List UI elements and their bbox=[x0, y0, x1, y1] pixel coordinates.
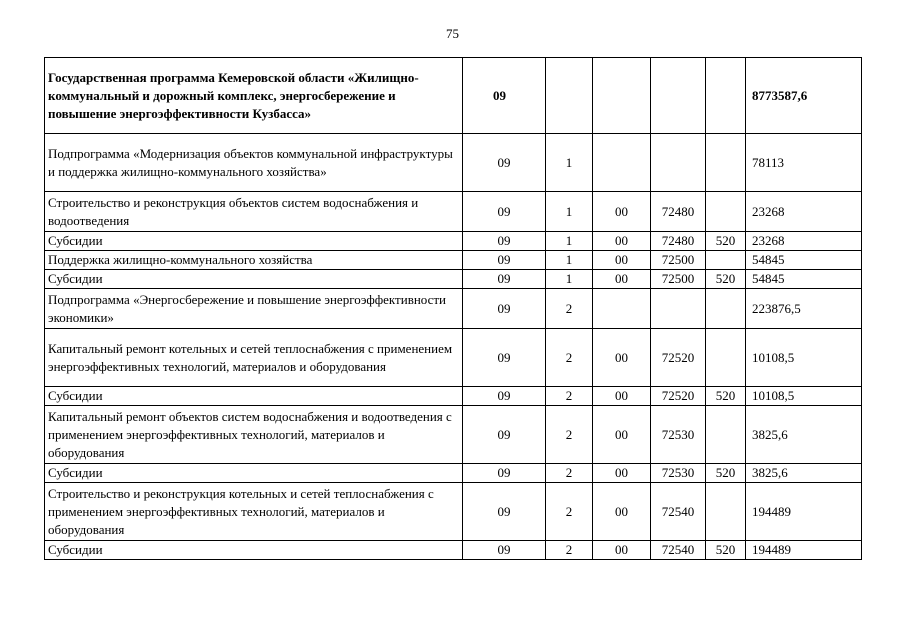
row-direction-code-cell bbox=[593, 289, 651, 329]
row-sum-cell: 223876,5 bbox=[746, 289, 862, 329]
row-program-code-cell: 09 bbox=[463, 251, 546, 270]
table-row bbox=[45, 232, 862, 251]
row-subprogram-code-cell: 1 bbox=[546, 270, 593, 289]
row-expense-type-code-cell: 520 bbox=[706, 387, 746, 406]
row-direction-code-cell: 00 bbox=[593, 192, 651, 232]
row-direction-code-cell: 00 bbox=[593, 232, 651, 251]
row-sum-cell: 3825,6 bbox=[746, 464, 862, 483]
row-expense-type-code-cell bbox=[706, 192, 746, 232]
row-expense-type-code-cell bbox=[706, 289, 746, 329]
page-number: 75 bbox=[446, 26, 459, 41]
program-row bbox=[45, 58, 862, 134]
row-direction-code-cell: 00 bbox=[593, 541, 651, 560]
row-expense-type-code-cell: 520 bbox=[706, 232, 746, 251]
row-direction-code-cell: 00 bbox=[593, 329, 651, 387]
row-sum-cell: 78113 bbox=[746, 134, 862, 192]
row-sum-cell: 23268 bbox=[746, 232, 862, 251]
row-expense-code-cell: 72530 bbox=[651, 406, 706, 464]
row-subprogram-code-cell bbox=[546, 58, 593, 134]
row-sum-cell: 3825,6 bbox=[746, 406, 862, 464]
row-sum-cell: 194489 bbox=[746, 483, 862, 541]
table-row bbox=[45, 251, 862, 270]
row-program-code-cell: 09 bbox=[463, 329, 546, 387]
row-program-code-cell: 09 bbox=[463, 134, 546, 192]
row-subprogram-code-cell: 2 bbox=[546, 387, 593, 406]
table-row bbox=[45, 270, 862, 289]
row-expense-code-cell: 72540 bbox=[651, 541, 706, 560]
row-sum-cell: 10108,5 bbox=[746, 387, 862, 406]
row-subprogram-code-cell: 2 bbox=[546, 329, 593, 387]
row-expense-type-code-cell bbox=[706, 483, 746, 541]
row-direction-code-cell bbox=[593, 134, 651, 192]
row-name-cell: Подпрограмма «Модернизация объектов коммунальной инфраструктуры и поддержка жилищно-коммунального хозяйства» bbox=[45, 134, 463, 192]
row-name-cell: Субсидии bbox=[45, 270, 463, 289]
row-expense-type-code-cell bbox=[706, 134, 746, 192]
row-direction-code-cell: 00 bbox=[593, 387, 651, 406]
row-name-cell: Субсидии bbox=[45, 232, 463, 251]
row-sum-cell: 54845 bbox=[746, 251, 862, 270]
row-subprogram-code-cell: 1 bbox=[546, 134, 593, 192]
row-program-code-cell: 09 bbox=[463, 406, 546, 464]
subprogram-row bbox=[45, 289, 862, 329]
row-subprogram-code-cell: 2 bbox=[546, 406, 593, 464]
row-program-code-cell: 09 bbox=[463, 387, 546, 406]
row-name-cell: Поддержка жилищно-коммунального хозяйства bbox=[45, 251, 463, 270]
table-row bbox=[45, 483, 862, 541]
row-expense-code-cell: 72530 bbox=[651, 464, 706, 483]
row-expense-code-cell: 72480 bbox=[651, 232, 706, 251]
row-expense-type-code-cell bbox=[706, 251, 746, 270]
row-sum-cell: 54845 bbox=[746, 270, 862, 289]
row-program-code-cell: 09 bbox=[463, 464, 546, 483]
row-name-cell: Субсидии bbox=[45, 464, 463, 483]
row-program-code-cell: 09 bbox=[463, 232, 546, 251]
row-expense-type-code-cell bbox=[706, 329, 746, 387]
row-subprogram-code-cell: 2 bbox=[546, 464, 593, 483]
row-expense-code-cell: 72520 bbox=[651, 329, 706, 387]
row-subprogram-code-cell: 2 bbox=[546, 289, 593, 329]
row-subprogram-code-cell: 1 bbox=[546, 232, 593, 251]
row-subprogram-code-cell: 2 bbox=[546, 483, 593, 541]
row-name-cell: Строительство и реконструкция котельных и сетей теплоснабжения с применением энергоэффективных технологий, материалов и оборудования bbox=[45, 483, 463, 541]
row-direction-code-cell: 00 bbox=[593, 464, 651, 483]
row-expense-code-cell bbox=[651, 289, 706, 329]
row-name-cell: Субсидии bbox=[45, 387, 463, 406]
budget-table bbox=[44, 57, 862, 560]
row-name-cell: Государственная программа Кемеровской области «Жилищно-коммунальный и дорожный комплекс, энергосбережение и повышение энергоэффективности Кузбасса» bbox=[45, 58, 463, 134]
row-subprogram-code-cell: 2 bbox=[546, 541, 593, 560]
row-direction-code-cell: 00 bbox=[593, 406, 651, 464]
row-sum-cell: 8773587,6 bbox=[746, 58, 862, 134]
row-expense-type-code-cell bbox=[706, 58, 746, 134]
row-expense-code-cell: 72540 bbox=[651, 483, 706, 541]
row-expense-code-cell bbox=[651, 134, 706, 192]
row-expense-type-code-cell: 520 bbox=[706, 270, 746, 289]
table-row bbox=[45, 541, 862, 560]
row-name-cell: Подпрограмма «Энергосбережение и повышение энергоэффективности экономики» bbox=[45, 289, 463, 329]
row-program-code-cell: 09 bbox=[463, 270, 546, 289]
row-program-code-cell: 09 bbox=[463, 483, 546, 541]
table-row bbox=[45, 406, 862, 464]
table-row bbox=[45, 464, 862, 483]
row-expense-code-cell: 72500 bbox=[651, 251, 706, 270]
row-program-code-cell: 09 bbox=[463, 541, 546, 560]
budget-table-body bbox=[45, 58, 862, 560]
row-program-code-cell: 09 bbox=[463, 58, 546, 134]
row-subprogram-code-cell: 1 bbox=[546, 192, 593, 232]
row-sum-cell: 10108,5 bbox=[746, 329, 862, 387]
table-row bbox=[45, 387, 862, 406]
row-name-cell: Капитальный ремонт объектов систем водоснабжения и водоотведения с применением энергоэффективных технологий, материалов и оборудования bbox=[45, 406, 463, 464]
table-row bbox=[45, 329, 862, 387]
row-direction-code-cell: 00 bbox=[593, 483, 651, 541]
row-expense-code-cell bbox=[651, 58, 706, 134]
row-expense-code-cell: 72520 bbox=[651, 387, 706, 406]
row-name-cell: Строительство и реконструкция объектов систем водоснабжения и водоотведения bbox=[45, 192, 463, 232]
row-sum-cell: 23268 bbox=[746, 192, 862, 232]
subprogram-row bbox=[45, 134, 862, 192]
row-direction-code-cell: 00 bbox=[593, 251, 651, 270]
row-expense-code-cell: 72500 bbox=[651, 270, 706, 289]
row-name-cell: Субсидии bbox=[45, 541, 463, 560]
row-sum-cell: 194489 bbox=[746, 541, 862, 560]
row-expense-type-code-cell: 520 bbox=[706, 541, 746, 560]
row-subprogram-code-cell: 1 bbox=[546, 251, 593, 270]
row-direction-code-cell bbox=[593, 58, 651, 134]
row-program-code-cell: 09 bbox=[463, 192, 546, 232]
row-expense-type-code-cell: 520 bbox=[706, 464, 746, 483]
row-direction-code-cell: 00 bbox=[593, 270, 651, 289]
row-program-code-cell: 09 bbox=[463, 289, 546, 329]
row-expense-code-cell: 72480 bbox=[651, 192, 706, 232]
table-row bbox=[45, 192, 862, 232]
row-expense-type-code-cell bbox=[706, 406, 746, 464]
row-name-cell: Капитальный ремонт котельных и сетей теплоснабжения с применением энергоэффективных технологий, материалов и оборудования bbox=[45, 329, 463, 387]
